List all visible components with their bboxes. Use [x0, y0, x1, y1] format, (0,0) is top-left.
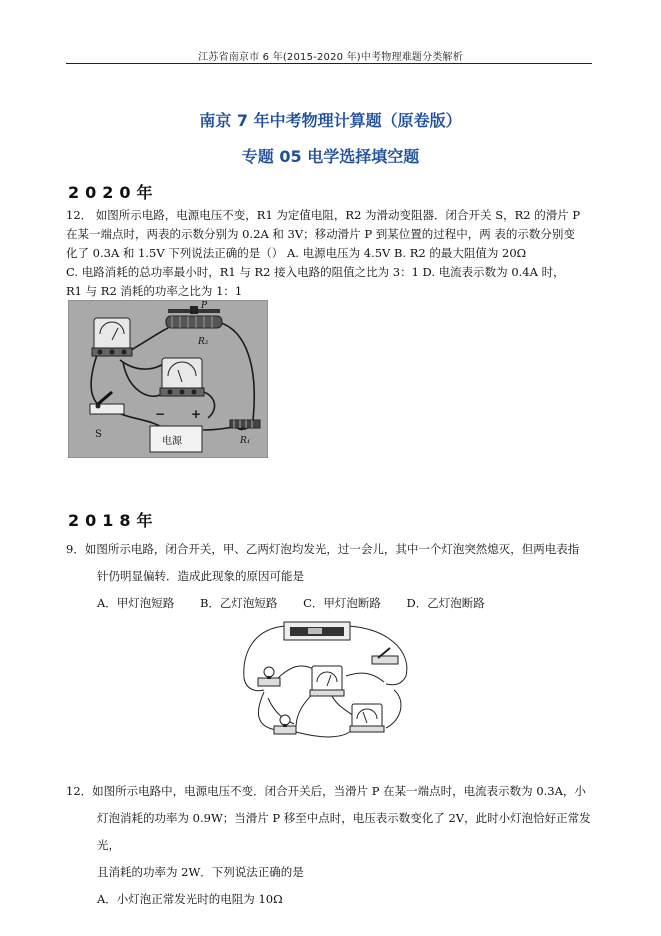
label-minus: − — [155, 407, 166, 421]
question-line: 且消耗的功率为 2W．下列说法正确的是 — [97, 865, 304, 879]
header-divider — [66, 63, 592, 64]
question-line: R1 与 R2 消耗的功率之比为 1：1 — [66, 284, 243, 298]
resistor-r1 — [230, 420, 260, 428]
label-r1: R₁ — [240, 436, 251, 446]
question-12-2018 — [66, 778, 594, 913]
question-line: 12．如图所示电路中，电源电压不变．闭合开关后，当滑片 P 在某一端点时，电流表示数为 0.3A，小 — [66, 784, 586, 798]
meter-right — [350, 704, 384, 732]
meter-center — [310, 666, 344, 696]
question-line: 化了 0.3A 和 1.5V 下列说法正确的是（） A. 电源电压为 4.5V B. R2 的最大阻值为 20Ω — [66, 246, 527, 260]
bulb-left — [258, 667, 280, 686]
label-p: P — [201, 301, 208, 311]
options-row — [66, 590, 594, 617]
question-line: 9．如图所示电路，闭合开关，甲、乙两灯泡均发光，过一会儿，其中一个灯泡突然熄灭，但两电表指 — [66, 542, 580, 556]
option-b: B．乙灯泡短路 — [199, 596, 278, 610]
question-line: 在某一端点时，两表的示数分别为 0.2A 和 3V；移动滑片 P 到某位置的过程中，两 表的示数分别变 — [66, 227, 575, 241]
main-title: 南京 7 年中考物理计算题（原卷版） — [199, 111, 462, 130]
meter-center — [160, 358, 204, 396]
year-heading-2020: 2020年 — [68, 183, 159, 202]
bulb-bottom-left — [274, 715, 296, 734]
battery-box — [284, 622, 350, 640]
question-line: C. 电路消耗的总功率最小时，R1 与 R2 接入电路的阻值之比为 3：1 D. 电流表示数为 0.4A 时， — [66, 265, 565, 279]
option-d: D．乙灯泡断路 — [406, 596, 485, 610]
question-9-2018 — [66, 536, 594, 617]
running-header: 江苏省南京市 6 年(2015-2020 年)中考物理难题分类解析 — [198, 52, 463, 63]
switch-right — [372, 648, 398, 664]
label-plus: + — [191, 407, 202, 421]
question-line: 12． 如图所示电路，电源电压不变，R1 为定值电阻，R2 为滑动变阻器．闭合开关 S，R2 的滑片 P — [66, 208, 581, 222]
meter-top-left — [92, 318, 132, 356]
year-heading-2018: 2018年 — [68, 511, 159, 530]
option-a: A．小灯泡正常发光时的电阻为 10Ω — [97, 892, 283, 906]
question-12-2020 — [66, 206, 594, 301]
option-c: C．甲灯泡断路 — [303, 596, 381, 610]
rheostat — [166, 306, 222, 328]
circuit-drawing-figure — [236, 620, 422, 752]
label-s: S — [95, 429, 102, 440]
label-r2: R₂ — [198, 337, 209, 347]
option-a: A．甲灯泡短路 — [97, 596, 175, 610]
label-power-source: 电源 — [162, 436, 182, 447]
subtitle: 专题 05 电学选择填空题 — [241, 147, 420, 166]
question-line: 针仍明显偏转．造成此现象的原因可能是 — [97, 569, 304, 583]
circuit-photo-figure — [68, 300, 268, 458]
question-line: 灯泡消耗的功率为 0.9W；当滑片 P 移至中点时，电压表示数变化了 2V，此时小灯泡恰好正常发光， — [97, 811, 591, 852]
